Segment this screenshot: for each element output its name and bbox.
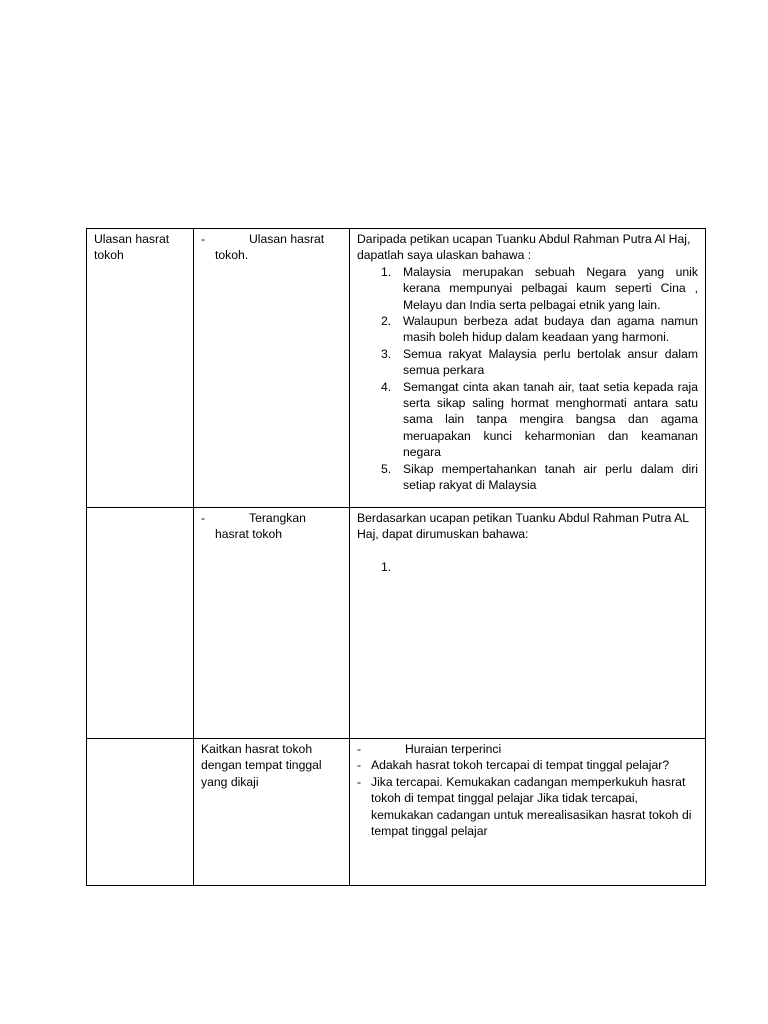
document-table (86, 228, 706, 886)
instruction-item (357, 757, 698, 773)
list-number: 4. (381, 379, 392, 394)
list-item (381, 379, 698, 461)
dash-bullet: - (357, 742, 362, 756)
table-row (87, 508, 706, 739)
answer-intro: Berdasarkan ucapan petikan Tuanku Abdul Rahman Putra AL Haj, dapat dirumuskan bahawa: (357, 511, 689, 542)
task-cell (194, 739, 350, 886)
task-item (201, 510, 342, 543)
task-cell (194, 229, 350, 508)
section-label-cell (87, 229, 194, 508)
task-item (201, 231, 342, 264)
list-item (381, 559, 698, 575)
list-text: Walaupun berbeza adat budaya dan agama namun masih boleh hidup dalam keadaan yang harmoni. (403, 314, 698, 345)
list-number: 5. (381, 461, 392, 476)
section-label: Ulasan hasrat tokoh (94, 232, 170, 263)
list-item (381, 264, 698, 313)
task-text: Ulasan hasrat tokoh. (215, 232, 325, 263)
task-cell (194, 508, 350, 739)
dash-bullet: - (357, 774, 362, 789)
task-text: Terangkan hasrat tokoh (215, 511, 306, 542)
list-number: 2. (381, 314, 392, 329)
answer-cell (350, 229, 706, 508)
answer-cell (350, 739, 706, 886)
dash-bullet: - (357, 758, 362, 773)
instruction-text: Huraian terperinci (405, 742, 502, 756)
section-label-cell (87, 739, 194, 886)
answer-cell (350, 508, 706, 739)
instruction-item (357, 741, 698, 757)
dash-bullet: - (201, 232, 206, 246)
list-text: Semangat cinta akan tanah air, taat setia kepada raja serta sikap saling hormat menghormati antara satu sama lain tanpa mengira bangsa dan agama meruapakan kunci keharmonian dan keamanan negara (403, 379, 698, 460)
dash-bullet: - (201, 511, 206, 525)
list-number: 1. (381, 264, 392, 279)
instruction-text: Adakah hasrat tokoh tercapai di tempat tinggal pelajar? (371, 758, 670, 773)
list-item (381, 346, 698, 379)
answer-list (357, 559, 698, 575)
section-label-cell (87, 508, 194, 739)
list-text: Sikap mempertahankan tanah air perlu dalam diri setiap rakyat di Malaysia (403, 461, 698, 493)
instruction-item (357, 774, 698, 840)
task-text: Kaitkan hasrat tokoh dengan tempat tinggal yang dikaji (201, 742, 322, 789)
table-row (87, 229, 706, 508)
list-text: Malaysia merupakan sebuah Negara yang unik kerana mempunyai pelbagai kaum seperti Cina , Melayu dan India serta pelbagai etnik yang lain. (403, 264, 698, 312)
list-item (381, 461, 698, 494)
list-text (403, 560, 406, 574)
list-item (381, 313, 698, 346)
table-row (87, 739, 706, 886)
answer-list (357, 264, 698, 494)
list-number: 3. (381, 346, 392, 361)
instruction-text: Jika tercapai. Kemukakan cadangan memperkukuh hasrat tokoh di tempat tinggal pelajar Jika tidak tercapai, kemukakan cadangan untuk merealisasikan hasrat tokoh di tempat tinggal pelajar (371, 774, 692, 839)
answer-intro: Daripada petikan ucapan Tuanku Abdul Rahman Putra Al Haj, dapatlah saya ulaskan bahawa : (357, 232, 691, 263)
list-number: 1. (381, 559, 392, 574)
list-text: Semua rakyat Malaysia perlu bertolak ansur dalam semua perkara (403, 346, 698, 378)
